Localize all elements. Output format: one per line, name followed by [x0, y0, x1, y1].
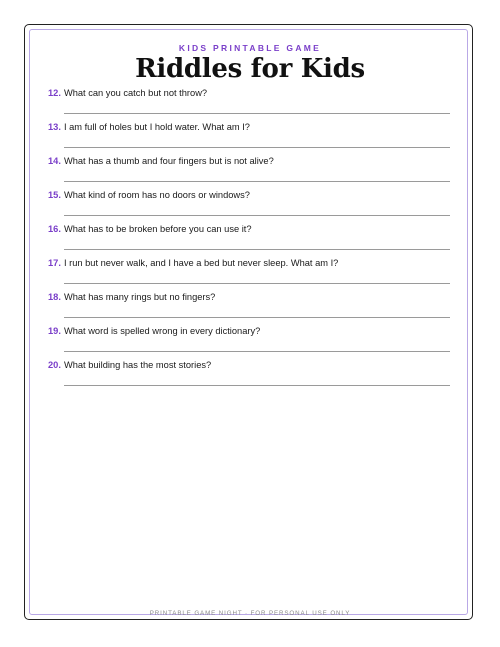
- answer-line: [64, 113, 450, 114]
- answer-line: [64, 181, 450, 182]
- riddle-question: [48, 122, 250, 132]
- page-eyebrow: KIDS PRINTABLE GAME: [178, 43, 322, 53]
- riddle-text: What word is spelled wrong in every dictionary?: [63, 326, 261, 336]
- riddle-text: What kind of room has no doors or windows?: [63, 190, 250, 200]
- riddle-number: 19.: [48, 326, 61, 336]
- riddle-question: [48, 224, 252, 234]
- riddle-item: [48, 324, 450, 358]
- riddle-number: 20.: [48, 360, 61, 370]
- answer-line: [64, 351, 450, 352]
- riddle-item: [48, 154, 450, 188]
- riddle-question: [48, 326, 260, 336]
- answer-line: [64, 283, 450, 284]
- answer-line: [64, 147, 450, 148]
- answer-line: [64, 215, 450, 216]
- riddle-number: 12.: [48, 88, 61, 98]
- riddle-item: [48, 222, 450, 256]
- riddle-question: [48, 190, 250, 200]
- riddle-number: 13.: [48, 122, 61, 132]
- riddle-text: What has a thumb and four fingers but is not alive?: [63, 156, 274, 166]
- answer-line: [64, 385, 450, 386]
- riddle-text: I am full of holes but I hold water. What am I?: [63, 122, 250, 132]
- riddle-question: [48, 88, 207, 98]
- riddle-item: [48, 256, 450, 290]
- riddle-question: [48, 258, 338, 268]
- riddle-text: What building has the most stories?: [63, 360, 212, 370]
- riddle-item: [48, 358, 450, 392]
- riddle-text: What has many rings but no fingers?: [63, 292, 216, 302]
- riddle-number: 18.: [48, 292, 61, 302]
- riddle-item: [48, 188, 450, 222]
- answer-line: [64, 317, 450, 318]
- riddle-text: What has to be broken before you can use it?: [63, 224, 252, 234]
- riddle-number: 15.: [48, 190, 61, 200]
- page-footer: PRINTABLE GAME NIGHT · FOR PERSONAL USE ONLY: [149, 610, 351, 617]
- riddle-text: What can you catch but not throw?: [63, 88, 208, 98]
- riddle-number: 14.: [48, 156, 61, 166]
- riddle-number: 16.: [48, 224, 61, 234]
- riddle-text: I run but never walk, and I have a bed but never sleep. What am I?: [63, 258, 339, 268]
- riddle-question: [48, 292, 215, 302]
- riddle-item: [48, 290, 450, 324]
- riddle-question: [48, 156, 274, 166]
- riddle-list: [48, 86, 450, 392]
- riddle-item: [48, 120, 450, 154]
- answer-line: [64, 249, 450, 250]
- riddle-item: [48, 86, 450, 120]
- riddle-question: [48, 360, 211, 370]
- page-title: Riddles for Kids: [135, 54, 365, 84]
- riddle-number: 17.: [48, 258, 61, 268]
